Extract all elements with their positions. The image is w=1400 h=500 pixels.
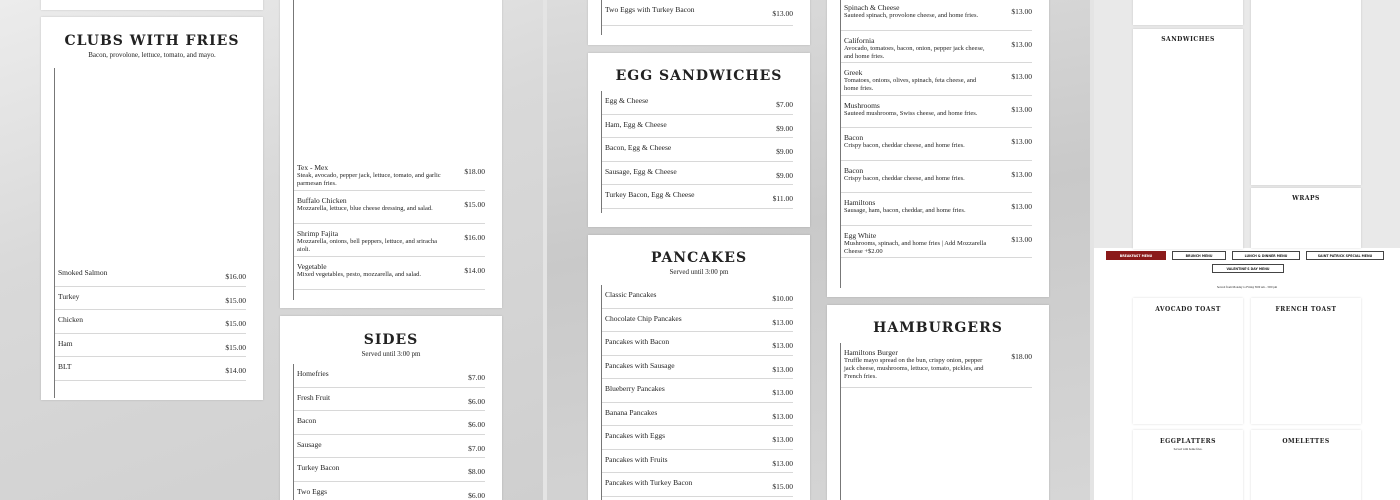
menu-item-price: $13.00	[1011, 7, 1032, 16]
menu-item-price: $13.00	[772, 411, 793, 421]
menu-item-price: $16.00	[225, 272, 246, 281]
menu-item-row	[294, 158, 485, 191]
menu-item-name: Bacon	[297, 416, 317, 425]
list-spacer	[55, 68, 246, 263]
menu-item-row	[55, 287, 246, 311]
menu-panel-1	[0, 0, 543, 500]
menu-item-name: Two Eggs	[297, 486, 328, 496]
menu-item-row	[841, 343, 1032, 388]
clubs-list	[54, 68, 246, 398]
menu-item-row	[602, 0, 793, 26]
menu-item-row	[294, 435, 485, 459]
menu-item-description: Sauteed mushrooms, Swiss cheese, and home fries.	[844, 109, 978, 117]
menu-item-name: Homefries	[297, 369, 329, 378]
menu-item-price: $13.00	[772, 341, 793, 350]
menu-item-row	[55, 334, 246, 358]
menu-item-price: $18.00	[464, 167, 485, 176]
menu-item-row	[55, 310, 246, 334]
menu-item-price: $11.00	[772, 194, 793, 203]
menu-item-row	[841, 96, 1032, 129]
menu-item-name: Tex - Mex	[297, 163, 329, 172]
menu-panel-2	[547, 0, 1090, 500]
thumb-eggplatters-subtitle: Served with home fries.	[1173, 447, 1203, 451]
served-note: Served from Monday to Friday 8:00 am - 3:00 pm	[1216, 285, 1278, 289]
menu-item-row	[602, 473, 793, 497]
tab-lunch-dinner-menu[interactable]: LUNCH & DINNER MENU	[1232, 251, 1300, 260]
thumb-french-card	[1251, 298, 1361, 424]
thumb-omelettes-title: OMELETTES	[1282, 438, 1330, 445]
menu-item-row	[602, 162, 793, 186]
tab-valentine-s-day-menu[interactable]: VALENTINE'S DAY MENU	[1212, 264, 1284, 273]
menu-item-row	[602, 379, 793, 403]
tab-brunch-menu[interactable]: BRUNCH MENU	[1172, 251, 1226, 260]
menu-item-price: $15.00	[225, 295, 246, 305]
thumb-wraps-card	[1251, 188, 1361, 248]
menu-item-price: $16.00	[464, 233, 485, 242]
menu-item-price: $6.00	[468, 396, 485, 406]
hamburgers-title: HAMBURGERS	[873, 320, 1003, 336]
menu-item-name: Pancakes with Sausage	[605, 360, 675, 370]
menu-item-description: Avocado, tomatoes, bacon, onion, pepper jack cheese, and home fries.	[844, 44, 985, 60]
menu-item-row	[841, 226, 1032, 259]
menu-item-price: $15.00	[464, 200, 485, 209]
menu-item-row	[602, 450, 793, 474]
menu-item-price: $7.00	[468, 373, 485, 382]
menu-item-name: Hamiltons	[844, 198, 876, 207]
menu-item-name: Mushrooms	[844, 100, 880, 110]
menu-item-description: Mozzarella, onions, bell peppers, lettuce, and sriracha aioli.	[297, 238, 438, 254]
list-spacer	[294, 0, 485, 158]
clubs-subtitle: Bacon, provolone, lettuce, tomato, and mayo.	[88, 51, 216, 59]
menu-item-row	[841, 128, 1032, 161]
menu-item-row	[55, 357, 246, 381]
menu-item-row	[602, 309, 793, 333]
menu-item-description: Sauteed spinach, provolone cheese, and home fries.	[844, 12, 979, 19]
hamburgers-list	[840, 343, 1032, 500]
menu-item-price: $7.00	[776, 100, 793, 109]
menu-item-name: California	[844, 35, 875, 45]
egg-sandwiches-list	[601, 91, 793, 213]
menu-item-price: $14.00	[225, 366, 246, 375]
menu-item-name: Classic Pancakes	[605, 290, 657, 299]
egg-platters-card	[588, 0, 810, 45]
menu-item-description: Tomatoes, onions, olives, spinach, feta cheese, and home fries.	[844, 77, 977, 93]
clubs-title: CLUBS WITH FRIES	[64, 33, 240, 49]
thumb-wraps-title: WRAPS	[1292, 195, 1320, 202]
menu-item-price: $8.00	[468, 467, 485, 476]
menu-item-name: Pancakes with Turkey Bacon	[605, 478, 693, 487]
menu-item-price: $6.00	[468, 420, 485, 429]
menu-item-row	[602, 138, 793, 162]
pancakes-subtitle: Served until 3:00 pm	[669, 268, 729, 276]
sides-list	[293, 364, 485, 500]
sides-title: SIDES	[363, 332, 419, 348]
thumb-avocado-card	[1133, 298, 1243, 424]
menu-item-row	[602, 91, 793, 115]
menu-item-row	[602, 426, 793, 450]
menu-item-name: Vegetable	[297, 262, 327, 271]
menu-item-row	[294, 388, 485, 412]
tab-saint-patrick-special-menu[interactable]: SAINT PATRICK SPECIAL MENU	[1306, 251, 1384, 260]
menu-item-description: Crispy bacon, cheddar cheese, and home fries.	[844, 142, 965, 149]
menu-item-name: Greek	[844, 68, 863, 77]
menu-item-row	[294, 364, 485, 388]
menu-item-name: Two Eggs with Turkey Bacon	[605, 5, 695, 14]
menu-item-price: $15.00	[225, 342, 246, 352]
menu-item-price: $13.00	[1011, 234, 1032, 244]
menu-item-price: $13.00	[772, 388, 793, 397]
menu-item-row	[602, 185, 793, 209]
thumb-sandwiches-title: SANDWICHES	[1161, 36, 1215, 43]
clubs-card	[41, 17, 263, 400]
menu-item-row	[602, 115, 793, 139]
menu-item-row	[841, 161, 1032, 194]
menu-item-price: $13.00	[772, 317, 793, 327]
menu-item-name: Blueberry Pancakes	[605, 384, 665, 393]
menu-item-price: $13.00	[772, 435, 793, 444]
menu-item-row	[294, 224, 485, 257]
menu-item-row	[55, 263, 246, 287]
menu-item-name: Smoked Salmon	[58, 268, 108, 277]
menu-item-description: Truffle mayo spread on the bun, crispy onion, pepper jack cheese, mushrooms, lettuce, tomato, pickles, and French fries.	[844, 357, 984, 381]
menu-item-name: Chicken	[58, 315, 83, 324]
menu-item-name: Chocolate Chip Pancakes	[605, 313, 682, 323]
thumb-card-top-left	[1133, 0, 1243, 25]
thumb-sandwiches-card	[1133, 29, 1243, 249]
menu-item-row	[602, 356, 793, 380]
thumb-eggplatters-card	[1133, 430, 1243, 500]
pancakes-title: PANCAKES	[650, 250, 748, 266]
menu-item-price: $15.00	[225, 319, 246, 328]
menu-item-price: $13.00	[1011, 202, 1032, 211]
menu-item-price: $10.00	[772, 294, 793, 303]
pancakes-card	[588, 235, 810, 500]
menu-item-price: $13.00	[1011, 72, 1032, 81]
thumb-french-title: FRENCH TOAST	[1275, 306, 1337, 313]
menu-item-row	[841, 63, 1032, 96]
wraps-card	[280, 0, 502, 308]
menu-item-price: $13.00	[1011, 104, 1032, 114]
menu-item-name: Pancakes with Eggs	[605, 431, 665, 440]
menu-item-row	[294, 458, 485, 482]
menu-item-price: $13.00	[1011, 169, 1032, 179]
menu-item-name: Shrimp Fajita	[297, 229, 339, 238]
menu-item-price: $13.00	[772, 9, 793, 18]
menu-item-description: Mozzarella, lettuce, blue cheese dressing, and salad.	[297, 205, 433, 212]
menu-thumbnail-panel	[1094, 0, 1400, 500]
egg-sandwiches-card	[588, 53, 810, 227]
menu-item-name: Sausage	[297, 439, 322, 449]
menu-item-name: Buffalo Chicken	[297, 196, 347, 205]
thumb-eggplatters-title: EGGPLATTERS	[1160, 438, 1216, 445]
menu-item-row	[294, 257, 485, 290]
tab-breakfast-menu[interactable]: BREAKFAST MENU	[1106, 251, 1166, 260]
menu-item-name: BLT	[58, 362, 72, 371]
menu-item-description: Mushrooms, spinach, and home fries | Add Mozzarella Cheese +$2.00	[844, 239, 987, 255]
menu-item-name: Egg & Cheese	[605, 96, 649, 105]
hamburgers-card	[827, 305, 1049, 500]
menu-item-name: Ham	[58, 338, 73, 348]
menu-item-description: Crispy bacon, cheddar cheese, and home fries.	[844, 174, 965, 182]
menu-card-top	[41, 0, 263, 10]
wraps-list	[293, 0, 485, 300]
menu-item-price: $9.00	[776, 147, 793, 156]
menu-item-name: Pancakes with Fruits	[605, 454, 668, 464]
menu-item-name: Bacon, Egg & Cheese	[605, 143, 672, 152]
menu-item-description: Steak, avocado, pepper jack, lettuce, tomato, and garlic parmesan fries.	[297, 172, 441, 188]
menu-item-row	[294, 411, 485, 435]
menu-item-price: $9.00	[776, 123, 793, 133]
menu-item-name: Banana Pancakes	[605, 407, 658, 417]
menu-item-price: $13.00	[772, 364, 793, 374]
menu-item-row	[602, 285, 793, 309]
menu-item-name: Hamiltons Burger	[844, 348, 898, 357]
menu-item-price: $14.00	[464, 266, 485, 275]
menu-item-row	[841, 31, 1032, 64]
menu-item-name: Sausage, Egg & Cheese	[605, 166, 677, 176]
menu-item-name: Spinach & Cheese	[844, 3, 900, 12]
menu-item-name: Egg White	[844, 230, 877, 240]
menu-item-row	[841, 193, 1032, 226]
menu-item-name: Pancakes with Bacon	[605, 337, 670, 346]
menu-item-name: Bacon	[844, 133, 864, 142]
menu-item-row	[294, 191, 485, 224]
menu-item-price: $6.00	[468, 490, 485, 500]
menu-item-price: $13.00	[1011, 39, 1032, 49]
menu-item-name: Turkey	[58, 291, 80, 301]
menu-item-description: Sausage, ham, bacon, cheddar, and home fries.	[844, 207, 966, 214]
menu-item-name: Turkey Bacon, Egg & Cheese	[605, 190, 695, 199]
menu-item-name: Fresh Fruit	[297, 392, 331, 402]
menu-item-description: Mixed vegetables, pesto, mozzarella, and salad.	[297, 271, 421, 278]
menu-item-name: Turkey Bacon	[297, 463, 340, 472]
menu-item-price: $13.00	[772, 458, 793, 468]
menu-item-name: Bacon	[844, 165, 864, 175]
omelettes-card	[827, 0, 1049, 297]
omelettes-list	[840, 0, 1032, 288]
thumb-omelettes-card	[1251, 430, 1361, 500]
menu-item-row	[294, 482, 485, 500]
sides-card	[280, 316, 502, 500]
thumb-avocado-title: AVOCADO TOAST	[1155, 306, 1221, 313]
menu-item-row	[602, 332, 793, 356]
menu-item-row	[841, 0, 1032, 31]
menu-item-price: $7.00	[468, 443, 485, 453]
menu-item-name: Ham, Egg & Cheese	[605, 119, 667, 129]
menu-item-row	[602, 403, 793, 427]
menu-item-price: $18.00	[1011, 352, 1032, 361]
sides-subtitle: Served until 3:00 pm	[361, 350, 421, 358]
menu-item-price: $9.00	[776, 170, 793, 180]
thumb-card-top-right	[1251, 0, 1361, 185]
egg-platters-list	[601, 0, 793, 35]
pancakes-list	[601, 285, 793, 500]
menu-item-price: $15.00	[772, 482, 793, 491]
egg-sandwiches-title: EGG SANDWICHES	[615, 68, 783, 84]
menu-item-price: $13.00	[1011, 137, 1032, 146]
